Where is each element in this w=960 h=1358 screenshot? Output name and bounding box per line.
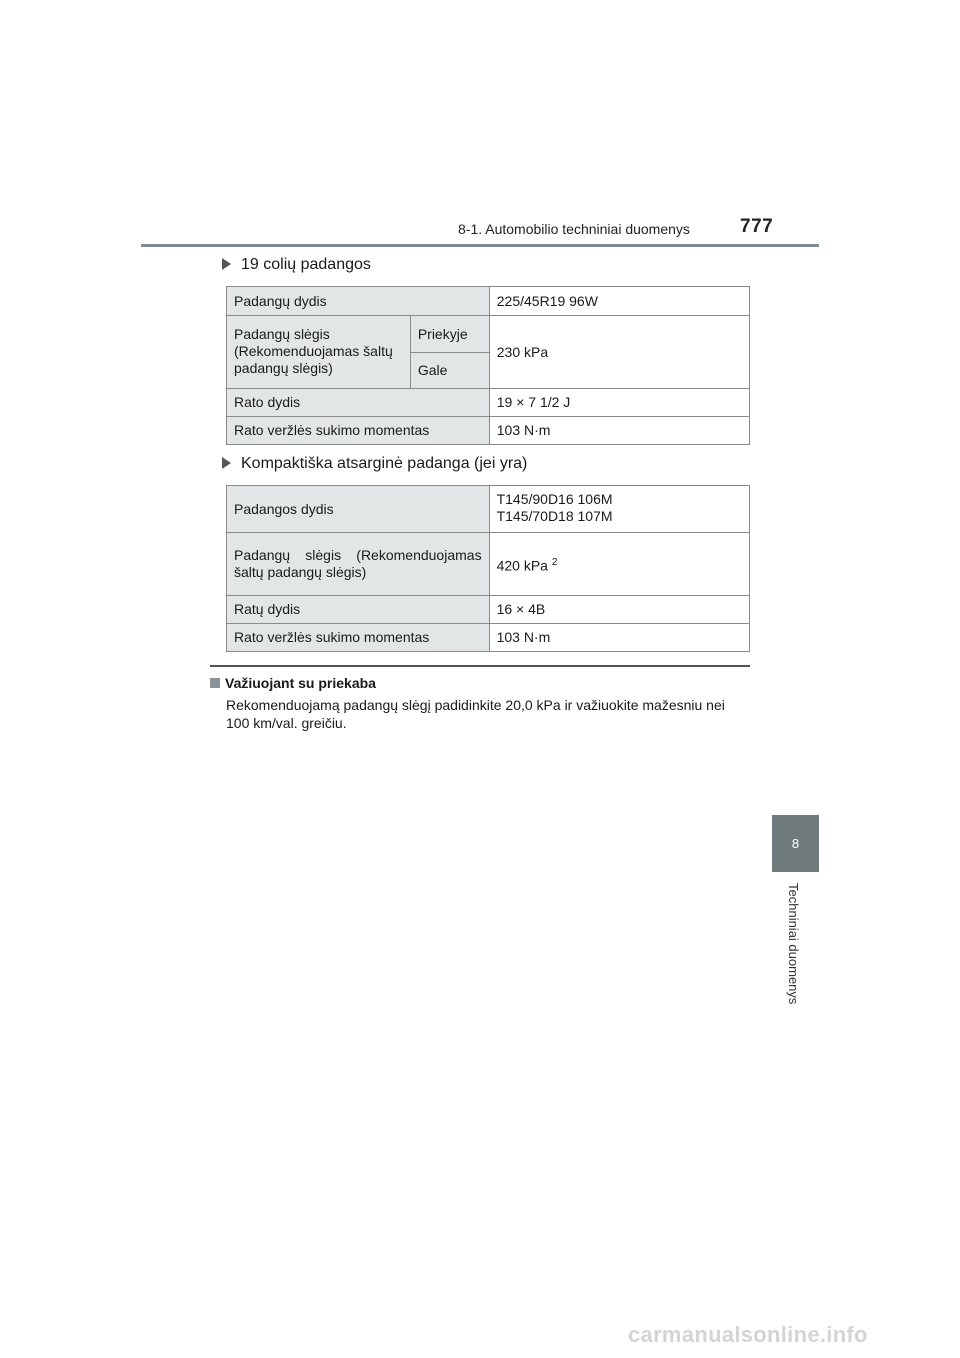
- note-text: Rekomenduojamą padangų slėgį padidinkite 20,0 kPa ir važiuokite mažesniu nei 100 km/val. greičiu.: [226, 697, 725, 731]
- table-row: [227, 486, 750, 533]
- table-row: [227, 624, 750, 652]
- spare-torque-value: 103 N·m: [489, 624, 749, 652]
- tire-size-value: 225/45R19 96W: [489, 287, 749, 316]
- triangle-bullet-icon: [222, 258, 231, 270]
- square-bullet-icon: [210, 678, 220, 688]
- spec-table-spare-tire: [226, 485, 750, 652]
- watermark: carmanualsonline.info: [628, 1322, 868, 1347]
- table-row: [227, 417, 750, 445]
- spare-pressure-label: Padangų slėgis (Rekomenduojamas šaltų padangų slėgis): [227, 533, 490, 596]
- pressure-value: 230 kPa: [489, 316, 749, 389]
- header-section-title: 8-1. Automobilio techniniai duomenys: [458, 221, 690, 237]
- pressure-label: Padangų slėgis (Rekomenduojamas šaltų padangų slėgis): [227, 316, 411, 389]
- table-row: [227, 596, 750, 624]
- spare-tire-size-label: Padangos dydis: [227, 486, 490, 533]
- table-row: [227, 533, 750, 596]
- page-number: 777: [740, 216, 774, 237]
- spare-wheel-size-value: 16 × 4B: [489, 596, 749, 624]
- spare-wheel-size-label: Ratų dydis: [227, 596, 490, 624]
- note-divider: [210, 665, 750, 667]
- torque-value: 103 N·m: [489, 417, 749, 445]
- note-title: Važiuojant su priekaba: [210, 675, 376, 691]
- section-heading-spare-tire: Kompaktiška atsarginė padanga (jei yra): [222, 455, 527, 473]
- spare-tire-size-value: T145/90D16 106M T145/70D18 107M: [489, 486, 749, 533]
- spec-table-19-inch: [226, 286, 750, 445]
- rear-label: Gale: [410, 353, 489, 389]
- triangle-bullet-icon: [222, 457, 231, 469]
- tire-size-label: Padangų dydis: [227, 287, 490, 316]
- chapter-side-label: Techniniai duomenys: [786, 883, 801, 1005]
- torque-label: Rato veržlės sukimo momentas: [227, 417, 490, 445]
- header-divider: [141, 244, 819, 247]
- spare-torque-label: Rato veržlės sukimo momentas: [227, 624, 490, 652]
- table-row: [227, 287, 750, 316]
- front-label: Priekyje: [410, 316, 489, 353]
- section-heading-19-inch: 19 colių padangos: [222, 256, 371, 274]
- table-row: [227, 316, 750, 353]
- wheel-size-value: 19 × 7 1/2 J: [489, 389, 749, 417]
- table-row: [227, 389, 750, 417]
- spare-pressure-value: 420 kPa $^2$: [489, 533, 749, 596]
- wheel-size-label: Rato dydis: [227, 389, 490, 417]
- chapter-tab: 8: [772, 815, 819, 872]
